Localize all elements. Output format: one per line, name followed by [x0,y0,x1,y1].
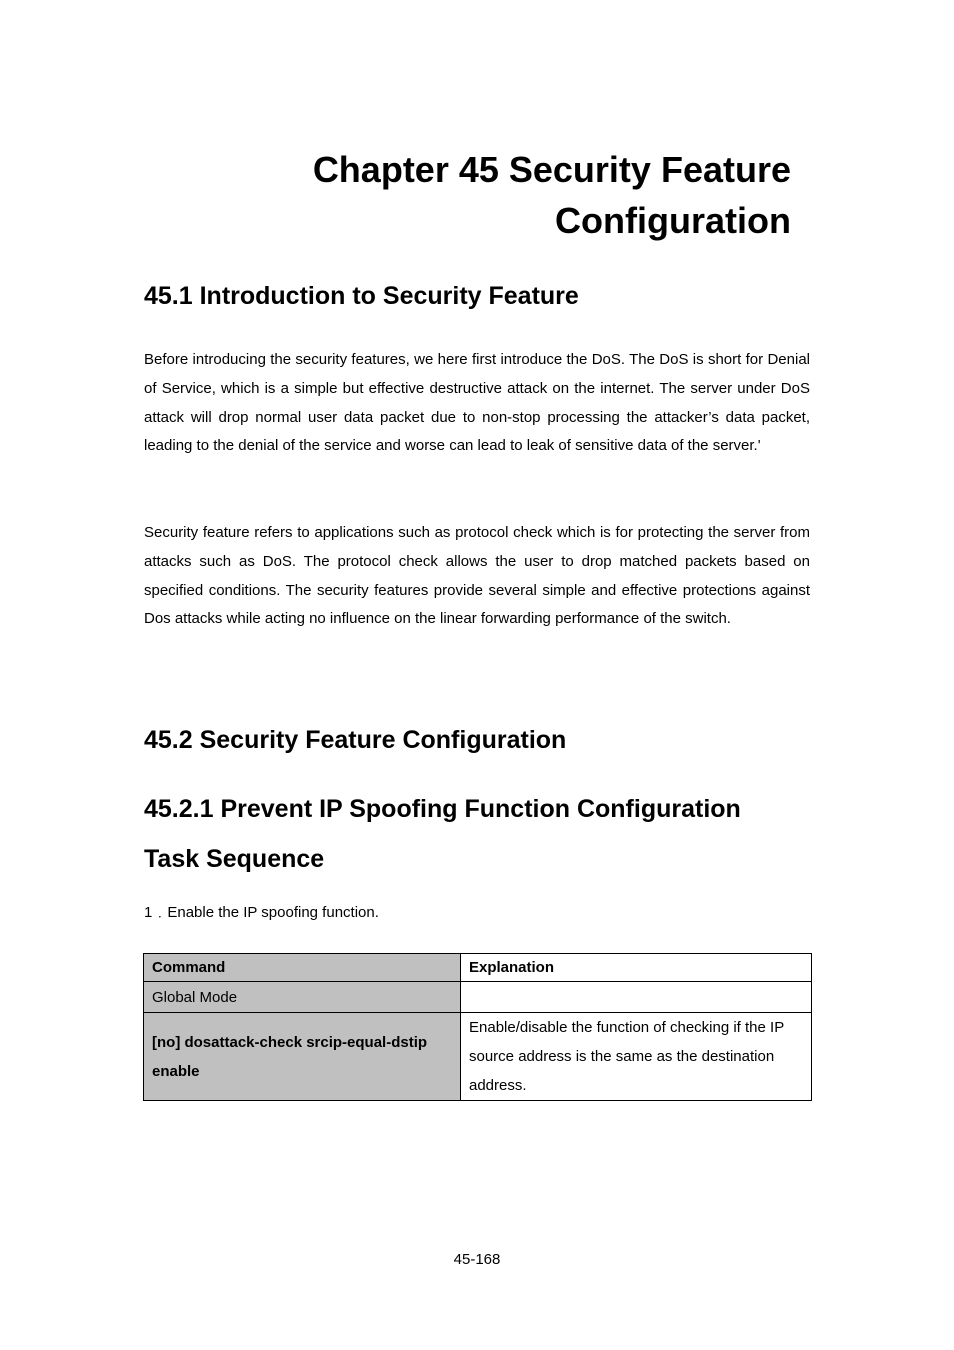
intro-paragraph-2: Security feature refers to applications such as protocol check which is for protecting the server from attacks such as DoS. The protocol check allows the user to drop matched packets based on specified conditions. The security features provide several simple and effective protections against Dos attacks while acting no influence on the linear forwarding performance of the switch. [144,524,810,628]
task-step-1: 1﹒Enable the IP spoofing function. [144,904,379,921]
intro-paragraph-1: Before introducing the security features, we here first introduce the DoS. The DoS is short for Denial of Service, which is a simple but effective destructive attack on the internet. The server under DoS attack will drop normal user data packet due to non-stop processing the attacker’s data packet, leading to the denial of the service and worse can lead to leak of sensitive data of the server.' [144,351,810,455]
table-cell-command: [no] dosattack-check srcip-equal-dstip enable [144,1013,461,1101]
page-number: 45-168 [453,1251,501,1268]
table-row-mode [144,982,812,1013]
table-header-command: Command [144,954,461,982]
table-cell-mode: Global Mode [144,982,461,1013]
table-cell-explanation: Enable/disable the function of checking if the IP source address is the same as the destination address. [461,1013,812,1101]
table-row-command [144,1013,812,1101]
command-table [143,953,812,1101]
task-sequence-heading: Task Sequence [144,845,325,873]
section-heading-intro: 45.1 Introduction to Security Feature [144,282,579,310]
section-heading-configuration: 45.2 Security Feature Configuration [144,726,567,754]
chapter-title [144,144,791,246]
table-cell-mode-empty [461,982,812,1013]
chapter-title-line-1: Chapter 45 Security Feature [312,149,791,190]
subsection-heading-ip-spoofing: 45.2.1 Prevent IP Spoofing Function Configuration [144,795,741,823]
table-header-explanation: Explanation [461,954,812,982]
table-header-row [144,954,812,982]
chapter-title-line-2: Configuration [555,200,791,241]
